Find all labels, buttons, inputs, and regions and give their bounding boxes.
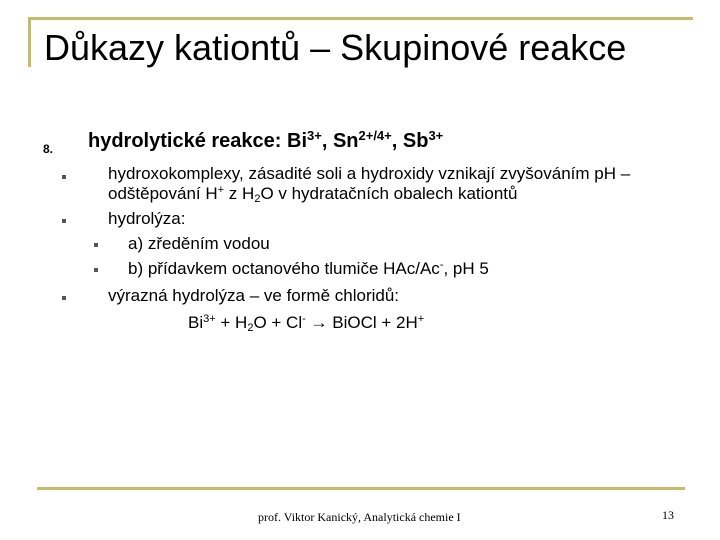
item-2: hydrolýza:: [108, 209, 186, 228]
eq-cl-charge: -: [302, 313, 306, 325]
heading-sep1: , Sn: [321, 130, 359, 152]
sn-charge: 2+/4+: [358, 128, 392, 143]
bi-charge: 3+: [307, 128, 322, 143]
h-charge: +: [217, 184, 225, 196]
title-frame-left: [28, 17, 31, 67]
item-1-line-2-a: odštěpování H: [108, 184, 218, 203]
eq-bi-charge: 3+: [203, 313, 216, 325]
heading-sep2: , Sb: [391, 130, 429, 152]
eq-h: + H: [215, 313, 248, 332]
ac-charge: -: [439, 259, 444, 271]
heading-text: hydrolytické reakce: Bi: [88, 130, 307, 152]
eq-o-cl: O + Cl: [253, 313, 303, 332]
item-1-line-2: [108, 184, 517, 204]
h2o-subscript: 2: [254, 193, 261, 205]
bullet-2: [62, 219, 66, 223]
bullet-3: [62, 296, 66, 300]
eq-bi: Bi: [188, 313, 204, 332]
reaction-arrow-icon: →: [305, 313, 333, 332]
bullet-1: [62, 175, 66, 179]
subitem-a: a) zředěním vodou: [128, 234, 270, 253]
item-1-line-2-b: z H: [224, 184, 255, 203]
sb-charge: 3+: [428, 128, 444, 143]
item-1-line-2-c: O v hydratačních obalech kationtů: [260, 184, 518, 203]
item-3: výrazná hydrolýza – ve formě chloridů:: [108, 286, 400, 305]
eq-product: BiOCl + 2H: [332, 313, 418, 332]
section-number: 8.: [43, 142, 54, 156]
page-number: 13: [662, 508, 674, 522]
subitem-b-text-a: b) přídavkem octanového tlumiče HAc/Ac: [128, 259, 440, 278]
subitem-b-text-b: , pH 5: [443, 259, 489, 278]
footer-rule: [37, 487, 685, 490]
slide-title: Důkazy kationtů – Skupinové reakce: [44, 27, 627, 68]
subitem-b: [128, 259, 489, 279]
section-heading: [88, 129, 443, 153]
eq-h2-subscript: 2: [247, 322, 254, 334]
eq-h-charge: +: [417, 313, 425, 325]
title-frame-top: [28, 17, 693, 20]
hydrolysis-equation: [188, 313, 424, 333]
footer-author: prof. Viktor Kanický, Analytická chemie I: [258, 510, 461, 524]
item-1-line-1: hydroxokomplexy, zásadité soli a hydroxidy vznikají zvyšováním pH –: [108, 164, 631, 183]
sub-bullet-b: [94, 268, 98, 272]
sub-bullet-a: [94, 243, 98, 247]
